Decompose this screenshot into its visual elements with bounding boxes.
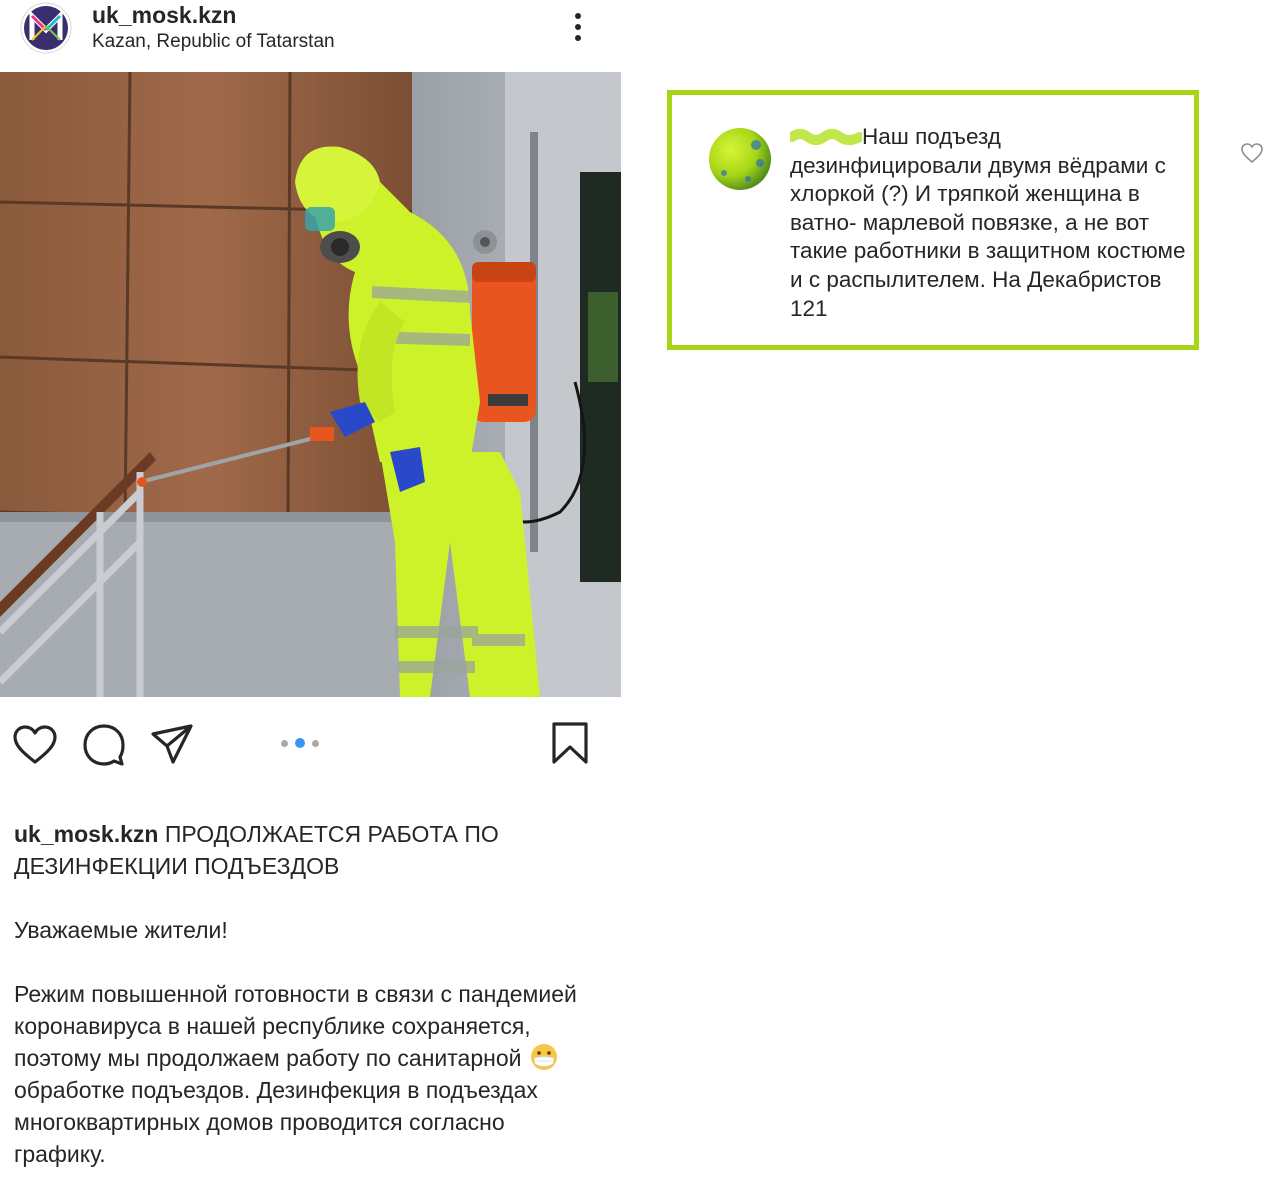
comment-icon[interactable] [82,723,126,767]
caption-body-part1: Режим повышенной готовности в связи с пандемией коронавируса в нашей республике сохраняется, поэтому мы продолжаем работу по санитарной [14,981,577,1071]
caption-headline: ПРОДОЛЖАЕТСЯ РАБОТА ПО ДЕЗИНФЕКЦИИ ПОДЪЕЗДОВ [14,821,499,879]
avatar[interactable] [20,2,72,54]
mask-face-emoji-icon [530,1043,558,1071]
carousel-dot[interactable] [312,740,319,747]
highlighted-comment [667,90,1199,350]
caption-greeting: Уважаемые жители! [14,917,228,943]
comment-heart-icon[interactable] [1240,142,1264,164]
comment-body: Наш подъезд дезинфицировали двумя вёдрами с хлоркой (?) И тряпкой женщина в ватно- марлевой повязке, а не вот такие работники в защитном костюме и с распылителем. На Декабристов 121 [790,124,1186,321]
post-username[interactable]: uk_mosk.kzn [92,2,237,28]
post-caption [14,818,594,1170]
instagram-post [0,0,621,1188]
more-vertical-icon[interactable] [566,10,590,46]
comment-avatar[interactable] [708,127,772,191]
send-icon[interactable] [150,723,194,765]
post-location[interactable]: Kazan, Republic of Tatarstan [92,31,335,52]
comment-text [790,123,1190,323]
carousel-dot[interactable] [281,740,288,747]
post-photo[interactable] [0,72,621,697]
caption-username[interactable]: uk_mosk.kzn [14,821,159,847]
bookmark-icon[interactable] [550,721,590,765]
heart-icon[interactable] [12,725,58,765]
carousel-dot-active[interactable] [295,738,305,748]
action-bar [0,697,621,797]
caption-body [14,978,594,1170]
caption-body-part2: обработке подъездов. Дезинфекция в подъездах многоквартирных домов проводится согласно графику. [14,1077,538,1167]
post-header [0,0,621,72]
